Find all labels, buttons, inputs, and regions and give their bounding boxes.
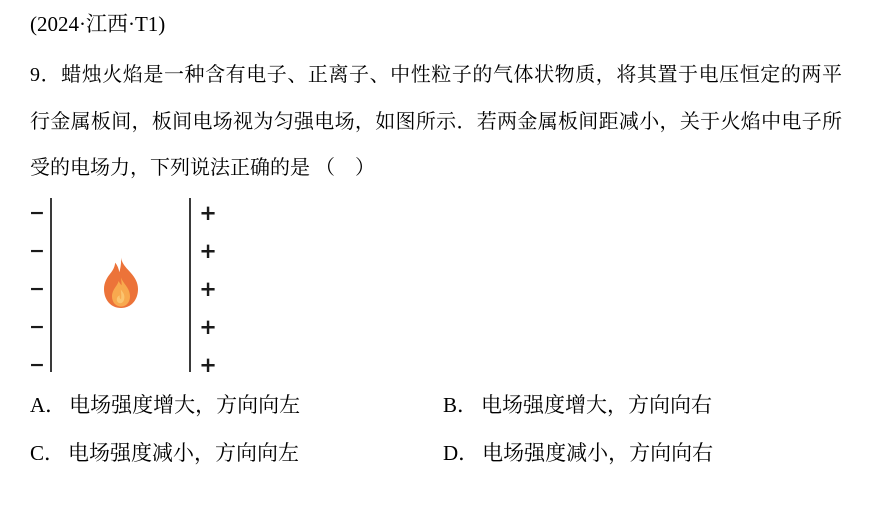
question-line-2: 行金属板间，板间电场视为匀强电场，如图所示．若两金属板间距减小，关于火焰中电子所 [30,110,842,133]
answer-options [30,393,842,465]
option-b-label: B． [443,393,479,417]
option-c [30,441,443,465]
option-a-label: A． [30,393,67,417]
option-d [443,441,842,465]
minus-sign: − [29,240,45,262]
option-d-label: D． [443,441,480,465]
plus-sign: + [199,201,217,225]
question-line-3: 受的电场力，下列说法正确的是 （ ） [30,157,375,179]
positive-plate-signs [197,203,219,375]
source-tag: (2024·江西·T1) [30,12,166,36]
right-plate [189,198,191,372]
option-b [443,393,842,417]
option-b-text: 电场强度增大，方向向右 [481,393,713,417]
minus-sign: − [29,354,45,376]
minus-sign: − [29,316,45,338]
option-a-text: 电场强度增大，方向向左 [69,393,301,417]
question-line-1: 9．蜡烛火焰是一种含有电子、正离子、中性粒子的气体状物质，将其置于电压恒定的两平 [30,64,842,86]
question-text [30,52,842,192]
plus-sign: + [199,239,217,263]
option-c-label: C． [30,441,66,465]
plus-sign: + [199,315,217,339]
negative-plate-signs [28,203,46,375]
plus-sign: + [199,353,217,377]
option-c-text: 电场强度减小，方向向左 [68,441,300,465]
option-d-text: 电场强度减小，方向向右 [482,441,714,465]
capacitor-diagram [28,196,218,376]
plus-sign: + [199,277,217,301]
flame-icon [99,256,143,310]
minus-sign: − [29,278,45,300]
left-plate [50,198,52,372]
minus-sign: − [29,202,45,224]
option-a [30,393,443,417]
